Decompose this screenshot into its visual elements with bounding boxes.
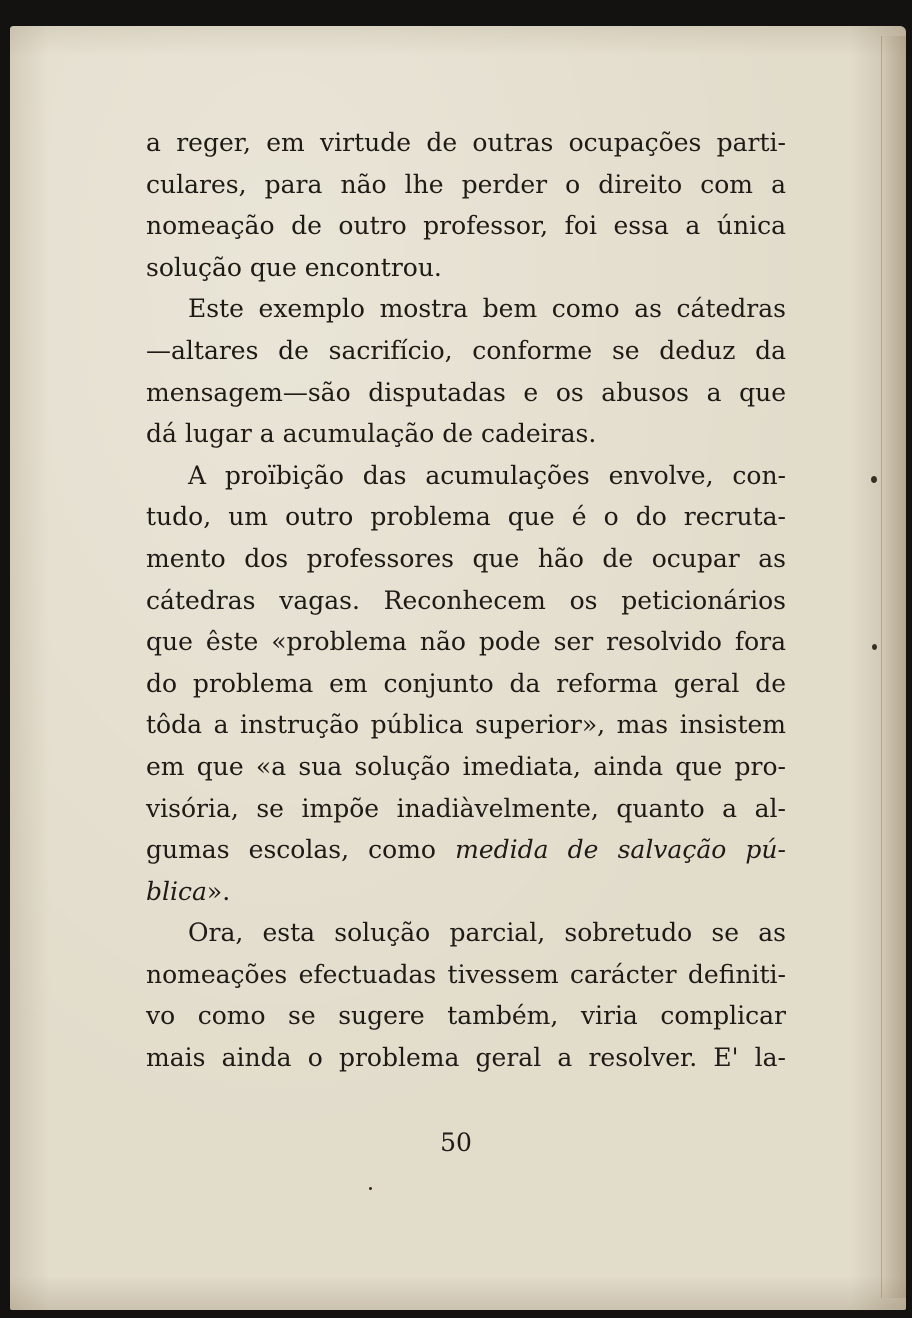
page-edge-shadow xyxy=(881,36,906,1298)
text-line: mento dos professores que hão de ocupar as xyxy=(146,543,786,573)
text-line: mais ainda o problema geral a resolver. E' la- xyxy=(146,1043,786,1073)
text-run: ». xyxy=(206,876,231,906)
text-line: tôda a instrução pública superior», mas insistem xyxy=(146,710,786,740)
italic-text-run: medida de salvação pú- xyxy=(455,835,786,865)
text-run: gumas escolas, como xyxy=(146,835,456,865)
text-line: mensagem—são disputadas e os abusos a que xyxy=(146,377,786,407)
text-line: —altares de sacrifício, conforme se deduz da xyxy=(146,335,786,365)
text-line: cátedras vagas. Reconhecem os peticionários xyxy=(146,585,786,615)
text-line: nomeação de outro professor, foi essa a única xyxy=(146,211,786,241)
text-line: visória, se impõe inadiàvelmente, quanto a al- xyxy=(146,793,786,823)
text-line xyxy=(146,871,786,913)
paragraph-first-line: A proïbição das acumulações envolve, con- xyxy=(188,460,786,490)
text-line: solução que encontrou. xyxy=(146,252,442,282)
body-text xyxy=(146,122,786,1079)
text-line: nomeações efectuadas tivessem carácter definiti- xyxy=(146,959,786,989)
text-line: do problema em conjunto da reforma geral de xyxy=(146,668,786,698)
ink-speck xyxy=(871,476,877,483)
ink-speck xyxy=(872,644,877,650)
italic-text-run: blica xyxy=(146,876,207,906)
paragraph-first-line: Este exemplo mostra bem como as cátedras xyxy=(188,294,786,324)
paragraph-first-line: Ora, esta solução parcial, sobretudo se as xyxy=(188,918,786,948)
text-line: culares, para não lhe perder o direito com a xyxy=(146,169,786,199)
text-line xyxy=(146,829,786,871)
text-line: vo como se sugere também, viria complicar xyxy=(146,1001,786,1031)
page-number: 50 xyxy=(440,1128,472,1157)
text-line: tudo, um outro problema que é o do recruta- xyxy=(146,502,786,532)
text-line: que êste «problema não pode ser resolvido fora xyxy=(146,627,786,657)
text-line: dá lugar a acumulação de cadeiras. xyxy=(146,419,597,449)
text-line: a reger, em virtude de outras ocupações parti- xyxy=(146,128,786,157)
ink-speck xyxy=(369,1187,372,1190)
text-line: em que «a sua solução imediata, ainda que pro- xyxy=(146,751,786,781)
